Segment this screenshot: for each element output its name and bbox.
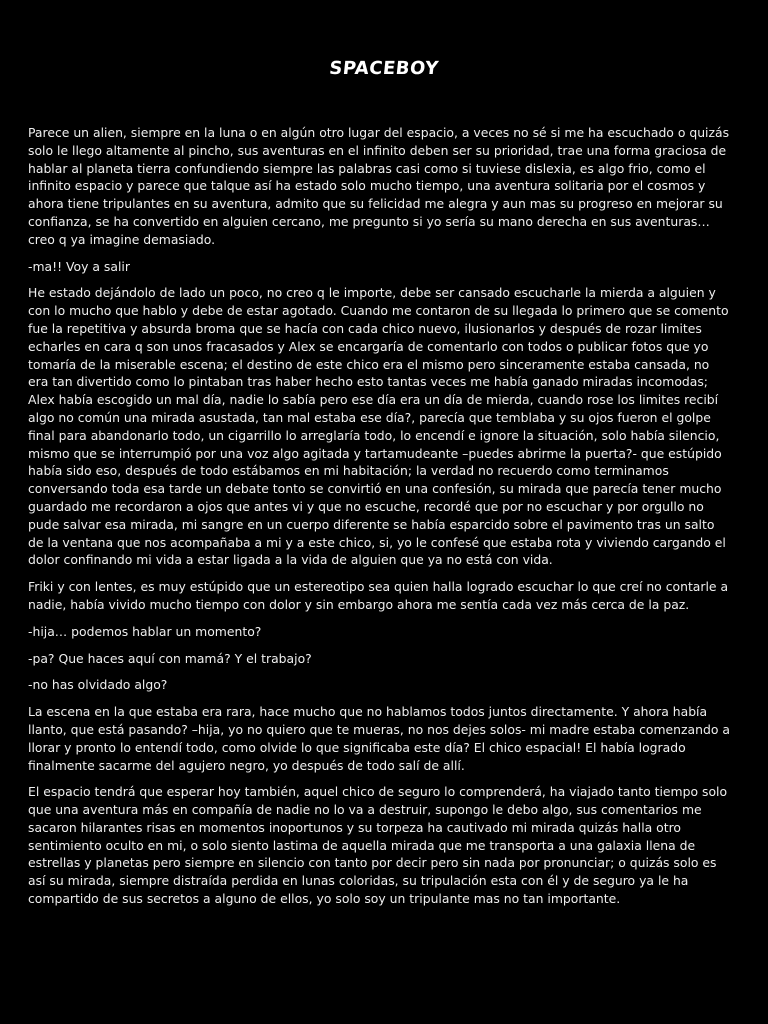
paragraph-2: -ma!! Voy a salir [28,258,130,274]
spaceboy-logo: SPACEBOY [328,58,440,79]
paragraph-1: Parece un alien, siempre en la luna o en algún otro lugar del espacio, a veces no sé si me ha escuchado o quizás solo le llego altamente al pincho, sus aventuras en el infinito deben ser su prioridad, trae una forma graciosa de hablar al planeta tierra confundiendo siempre las palabras casi como si tuviese dislexia, es algo frio, como el infinito espacio y parece que talque así ha estado solo mucho tiempo, una aventura solitaria por el cosmos y ahora tiene tripulantes en su aventura, admito que su felicidad me alegra y aun mas su progreso en mejorar su confianza, se ha convertido en alguien cercano, me pregunto si yo sería su mano derecha en sus aventuras… creo q ya imagine demasiado. [28,125,730,247]
paragraph-5: -hija… podemos hablar un momento? [28,623,262,639]
paragraph-6: -pa? Que haces aquí con mamá? Y el trabajo? [28,650,312,666]
paragraph-7: -no has olvidado algo? [28,677,168,693]
paragraph-3: He estado dejándolo de lado un poco, no creo q le importe, debe ser cansado escucharle la mierda a alguien y con lo mucho que hablo y debe de estar agotado. Cuando me contaron de su llegada lo primero que se comento fue la repetitiva y absurda broma que se hacía con cada chico nuevo, ilusionarlos y después de rozar limites echarles en cara q son unos fracasados y Alex se encargaría de comentarlo con todos o publicar fotos que yo tomaría de la miserable escena; el destino de este chico era el mismo pero sinceramente estaba cansada, no era tan divertido como lo pintaban tras haber hecho esto tantas veces me había ganado miradas incomodas; Alex había escogido un mal día, nadie lo sabía pero ese día era un día de mierda, cuando rose los limites recibí algo no común una mirada asustada, tan mal estaba ese día?, parecía que temblaba y su ojos fueron el golpe final para abandonarlo todo, un cigarrillo lo arreglaría todo, lo encendí e ignore la situación, solo había silencio, mismo que se interrumpió por una voz algo agitada y tartamudeante –puedes abrirme la puerta?- que estúpido había sido eso, después de todo estábamos en mi habitación; la verdad no recuerdo como terminamos conversando toda esa tarde un debate tonto se convirtió en una confesión, su mirada que parecía tener mucho guardado me recordaron a ojos que antes vi y que no escuche, recordé que por no escuchar y por orgullo no pude salvar esa mirada, mi sangre en un cuerpo diferente se había esparcido sobre el pavimento tras un salto de la ventana que nos acompañaba a mi y a este chico, si, yo le confesé que estaba rota y viviendo cargando el dolor confinando mi vida a estar ligada a la vida de alguien que ya no está con vida. [28,285,729,568]
paragraph-9: El espacio tendrá que esperar hoy también, aquel chico de seguro lo comprenderá, ha viajado tanto tiempo solo que una aventura más en compañía de nadie no lo va a destruir, supongo le debo algo, sus comentarios me sacaron hilarantes risas en momentos inoportunos y su torpeza ha cautivado mi mirada quizás halla otro sentimiento oculto en mi, o solo siento lastima de aquella mirada que me transporta a una galaxia llena de estrellas y planetas pero siempre en silencio con tanto por decir pero sin nada por pronunciar; o quizás solo es así su mirada, siempre distraída perdida en lunas coloridas, su tripulación esta con él y de seguro ya le ha compartido de sus secretos a alguno de ellos, yo solo soy un tripulante mas no tan importante. [28,784,728,907]
paragraph-4: Friki y con lentes, es muy estúpido que un estereotipo sea quien halla logrado escuchar lo que creí no contarle a nadie, había vivido mucho tiempo con dolor y sin embargo ahora me sentía cada vez más cerca de la paz. [28,579,729,612]
story-text [28,124,732,917]
paragraph-8: La escena en la que estaba era rara, hace mucho que no hablamos todos juntos directamente. Y ahora había llanto, que está pasando? –hija, yo no quiero que te mueras, no nos dejes solos- mi madre estaba comenzando a llorar y pronto lo entendí todo, como olvide lo que significaba este día? El chico espacial! El había logrado finalmente sacarme del agujero negro, yo después de todo salí de allí. [28,704,730,773]
